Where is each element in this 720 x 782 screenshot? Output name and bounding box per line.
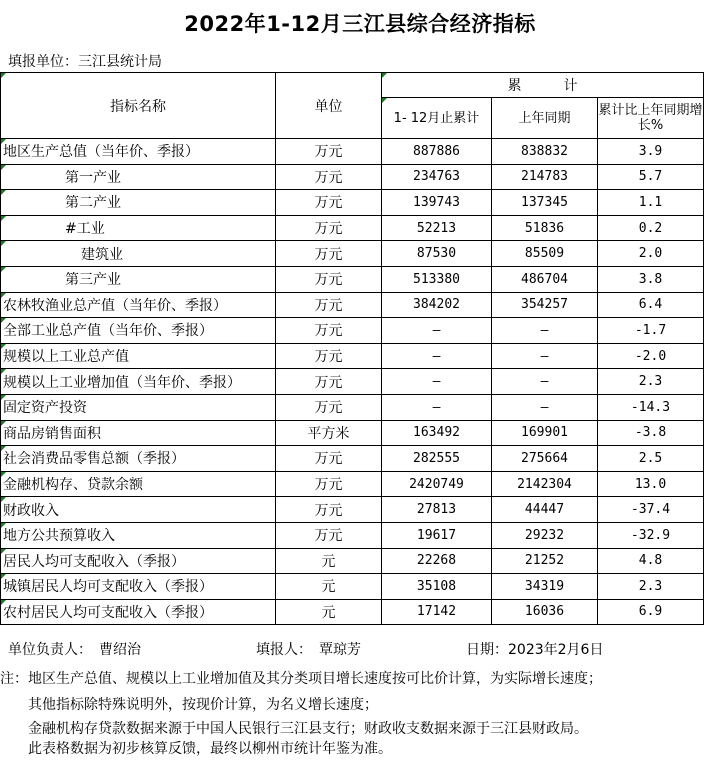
indicator-name-cell: 第一产业 [1,164,276,190]
growth-value-cell: 0.2 [598,215,704,241]
indicator-table [0,72,704,625]
table-row [1,241,704,267]
current-value-cell: — [382,394,492,420]
last-year-value-cell: 275664 [492,446,598,472]
unit-cell: 万元 [276,139,382,165]
unit-cell: 万元 [276,369,382,395]
form-filler: 填报人： 覃琼芳 [256,642,361,658]
note-line-4: 此表格数据为初步核算反馈，最终以柳州市统计年鉴为准。 [0,741,392,757]
current-value-cell: 52213 [382,215,492,241]
last-year-value-cell: 85509 [492,241,598,267]
unit-cell: 万元 [276,241,382,267]
last-year-value-cell: 44447 [492,497,598,523]
growth-value-cell: 2.0 [598,241,704,267]
current-value-cell: — [382,343,492,369]
current-value-cell: 513380 [382,266,492,292]
current-value-cell: — [382,318,492,344]
current-value-cell: 139743 [382,190,492,216]
table-row [1,139,704,165]
growth-value-cell: 2.3 [598,574,704,600]
table-row [1,599,704,625]
growth-value-cell: -2.0 [598,343,704,369]
growth-value-cell: -1.7 [598,318,704,344]
last-year-value-cell: 214783 [492,164,598,190]
last-year-value-cell: 2142304 [492,471,598,497]
table-row [1,215,704,241]
table-row [1,164,704,190]
last-year-value-cell: — [492,394,598,420]
table-row [1,266,704,292]
growth-value-cell: 3.9 [598,139,704,165]
reporting-unit: 填报单位：三江县统计局 [8,54,162,70]
last-year-value-cell: — [492,369,598,395]
current-value-cell: 282555 [382,446,492,472]
last-year-value-cell: 29232 [492,522,598,548]
current-value-cell: 87530 [382,241,492,267]
header-last-year: 上年同期 [492,98,598,139]
indicator-name-cell: 财政收入 [1,497,276,523]
unit-cell: 元 [276,599,382,625]
note-line-3: 金融机构存贷款数据来源于中国人民银行三江县支行；财政收支数据来源于三江县财政局。 [0,721,588,737]
growth-value-cell: -14.3 [598,394,704,420]
growth-value-cell: -32.9 [598,522,704,548]
last-year-value-cell: — [492,318,598,344]
page-title: 2022年1-12月三江县综合经济指标 [184,12,536,36]
indicator-name-cell: 规模以上工业总产值 [1,343,276,369]
note-line-1: 注：地区生产总值、规模以上工业增加值及其分类项目增长速度按可比价计算，为实际增长速度； [0,671,602,687]
table-row [1,548,704,574]
growth-value-cell: 6.4 [598,292,704,318]
table-row [1,292,704,318]
indicator-name-cell: 全部工业总产值（当年价、季报） [1,318,276,344]
header-growth: 累计比上年同期增长% [598,98,704,139]
unit-cell: 万元 [276,522,382,548]
unit-leader: 单位负责人： 曹绍治 [8,642,141,658]
indicator-name-cell: 规模以上工业增加值（当年价、季报） [1,369,276,395]
growth-value-cell: 13.0 [598,471,704,497]
growth-value-cell: 2.3 [598,369,704,395]
table-row [1,497,704,523]
current-value-cell: 163492 [382,420,492,446]
unit-cell: 万元 [276,215,382,241]
indicator-name-cell: 农村居民人均可支配收入（季报） [1,599,276,625]
growth-value-cell: -3.8 [598,420,704,446]
indicator-name-cell: 地区生产总值（当年价、季报） [1,139,276,165]
report-date: 日期：2023年2月6日 [466,642,604,658]
current-value-cell: — [382,369,492,395]
current-value-cell: 19617 [382,522,492,548]
last-year-value-cell: — [492,343,598,369]
last-year-value-cell: 51836 [492,215,598,241]
growth-value-cell: 2.5 [598,446,704,472]
unit-cell: 万元 [276,394,382,420]
last-year-value-cell: 354257 [492,292,598,318]
current-value-cell: 22268 [382,548,492,574]
table-row [1,394,704,420]
current-value-cell: 27813 [382,497,492,523]
table-row [1,420,704,446]
table-row [1,190,704,216]
indicator-name-cell: 第二产业 [1,190,276,216]
last-year-value-cell: 169901 [492,420,598,446]
indicator-name-cell: 第三产业 [1,266,276,292]
header-cumulative: 累 计 [382,73,704,98]
current-value-cell: 35108 [382,574,492,600]
last-year-value-cell: 34319 [492,574,598,600]
current-value-cell: 234763 [382,164,492,190]
current-value-cell: 17142 [382,599,492,625]
unit-cell: 万元 [276,471,382,497]
growth-value-cell: 4.8 [598,548,704,574]
unit-cell: 万元 [276,318,382,344]
indicator-name-cell: 固定资产投资 [1,394,276,420]
unit-cell: 平方米 [276,420,382,446]
last-year-value-cell: 21252 [492,548,598,574]
unit-cell: 元 [276,548,382,574]
unit-cell: 万元 [276,164,382,190]
indicator-name-cell: 建筑业 [1,241,276,267]
indicator-name-cell: 商品房销售面积 [1,420,276,446]
indicator-name-cell: 居民人均可支配收入（季报） [1,548,276,574]
note-line-2: 其他指标除特殊说明外，按现价计算，为名义增长速度； [0,697,378,713]
unit-cell: 元 [276,574,382,600]
table-row [1,471,704,497]
last-year-value-cell: 16036 [492,599,598,625]
table-row [1,369,704,395]
growth-value-cell: 5.7 [598,164,704,190]
table-row [1,574,704,600]
indicator-name-cell: 金融机构存、贷款余额 [1,471,276,497]
unit-cell: 万元 [276,190,382,216]
indicator-name-cell: #工业 [1,215,276,241]
current-value-cell: 2420749 [382,471,492,497]
unit-cell: 万元 [276,292,382,318]
current-value-cell: 384202 [382,292,492,318]
indicator-name-cell: 城镇居民人均可支配收入（季报） [1,574,276,600]
table-row [1,343,704,369]
growth-value-cell: 3.8 [598,266,704,292]
table-row [1,446,704,472]
indicator-name-cell: 社会消费品零售总额（季报） [1,446,276,472]
indicator-name-cell: 农林牧渔业总产值（当年价、季报） [1,292,276,318]
growth-value-cell: 6.9 [598,599,704,625]
unit-cell: 万元 [276,343,382,369]
table-row [1,318,704,344]
indicator-name-cell: 地方公共预算收入 [1,522,276,548]
last-year-value-cell: 137345 [492,190,598,216]
header-indicator-name: 指标名称 [1,73,276,139]
unit-cell: 万元 [276,497,382,523]
table-row [1,522,704,548]
header-unit: 单位 [276,73,382,139]
current-value-cell: 887886 [382,139,492,165]
last-year-value-cell: 486704 [492,266,598,292]
last-year-value-cell: 838832 [492,139,598,165]
unit-cell: 万元 [276,446,382,472]
growth-value-cell: -37.4 [598,497,704,523]
unit-cell: 万元 [276,266,382,292]
growth-value-cell: 1.1 [598,190,704,216]
header-current: 1- 12月止累计 [382,98,492,139]
